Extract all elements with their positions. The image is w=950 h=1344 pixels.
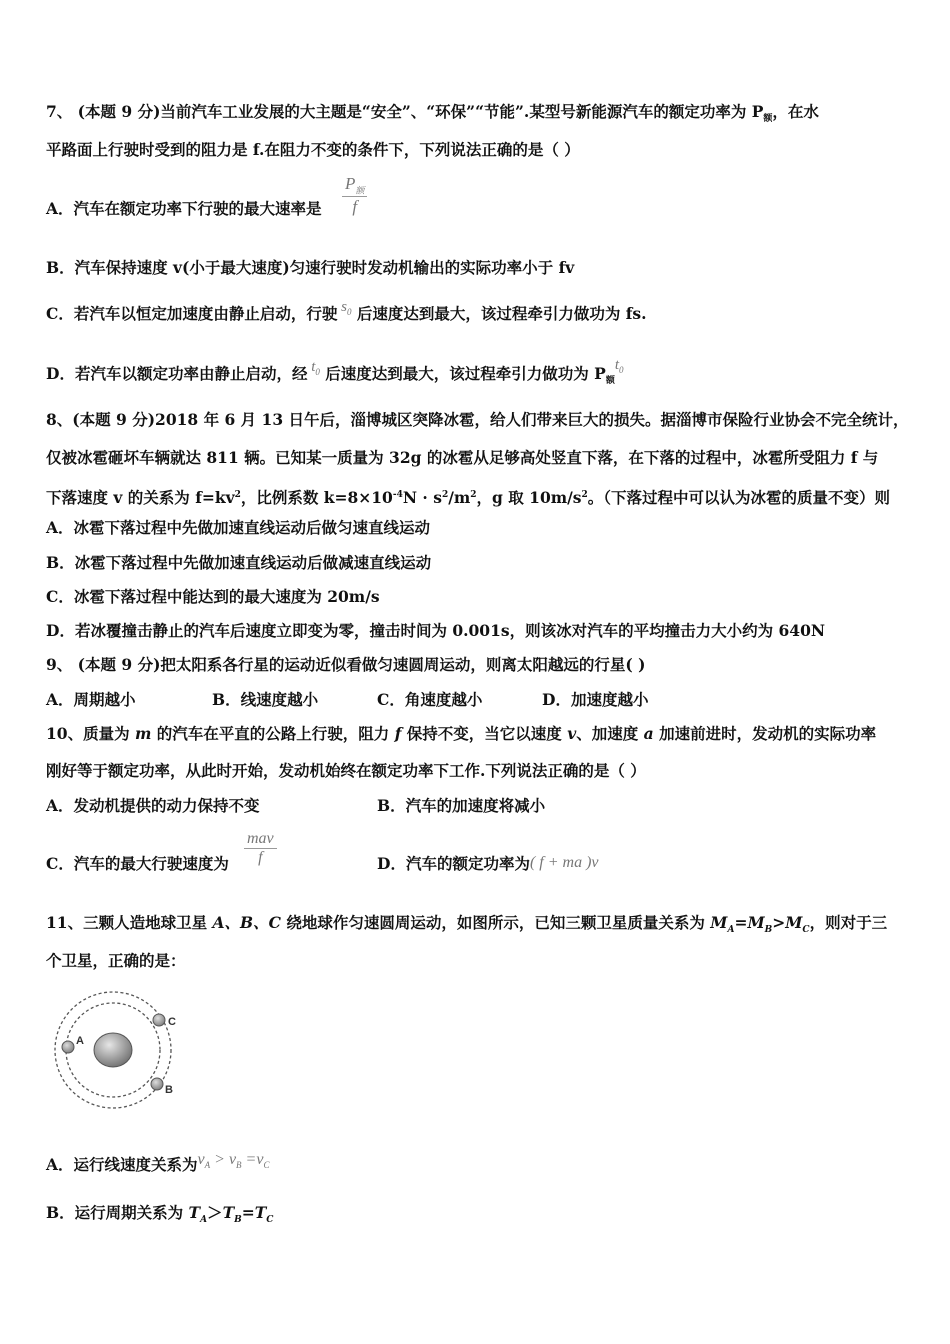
q9-option-b: B．线速度越小 xyxy=(212,690,319,709)
q10-option-c: C．汽车的最大行驶速度为 xyxy=(46,854,229,873)
satellite-b xyxy=(151,1078,163,1090)
q7-stem-line1: 7、 (本题 9 分)当前汽车工业发展的大主题是“安全”、“环保”“节能”.某型号新能源汽车的额定功率为 $P_额$，在水 xyxy=(46,102,819,125)
q11-option-b: B．运行周期关系为 $T_A>T_B=T_C$ xyxy=(46,1203,274,1226)
orbit-diagram xyxy=(46,990,196,1112)
q11-stem-line2: 个卫星，正确的是： xyxy=(46,951,186,970)
q9-option-c: C．角速度越小 xyxy=(377,690,483,709)
q7-option-a: A．汽车在额定功率下行驶的最大速率是 xyxy=(46,199,322,218)
q8-option-d: D．若冰覆撞击静止的汽车后速度立即变为零，撞击时间为 0.001s，则该冰对汽车的平均撞击力大小约为 640N xyxy=(46,621,826,640)
q8-stem-line2: 仅被冰雹砸坏车辆就达 811 辆。已知某一质量为 32g 的冰雹从足够高处竖直下落，在下落的过程中，冰雹所受阻力 f 与 xyxy=(46,448,879,467)
q10-stem-line2: 刚好等于额定功率，从此时开始，发动机始终在额定功率下工作.下列说法正确的是（ ） xyxy=(46,761,646,780)
q8-stem-line1: 8、(本题 9 分)2018 年 6 月 13 日午后，淄博城区突降冰雹，给人们带来巨大的损失。据淄博市保险行业协会不完全统计， xyxy=(46,410,909,429)
q8-option-c: C．冰雹下落过程中能达到的最大速度为 20m/s xyxy=(46,587,380,606)
label-c: C xyxy=(168,1016,176,1028)
q9-option-d: D．加速度越小 xyxy=(542,690,649,709)
q8-option-a: A．冰雹下落过程中先做加速直线运动后做匀速直线运动 xyxy=(46,518,431,537)
q10-option-b: B．汽车的加速度将减小 xyxy=(377,796,546,815)
q8-stem-line3: 下落速度 v 的关系为 $f=kv^2$，比例系数 $k=8\times 10^{-4}N \cdot s^2/m^2$，g 取 $10m/s^2$。（下落过程中可以认为冰雹的质量不变）则 xyxy=(46,488,891,508)
q7-option-d: D．若汽车以额定功率由静止启动，经 $t_0$ 后速度达到最大，该过程牵引力做功为 $P_额t_0$ xyxy=(46,357,624,387)
q10-c-fraction: mav f xyxy=(244,830,277,867)
q7-option-b: B．汽车保持速度 v(小于最大速度)匀速行驶时发动机输出的实际功率小于 fv xyxy=(46,258,575,277)
q11-option-a: A．运行线速度关系为$v_A > v_B =v_C$ xyxy=(46,1151,270,1174)
q9-stem: 9、 (本题 9 分)把太阳系各行星的运动近似看做匀速圆周运动，则离太阳越远的行星( ) xyxy=(46,655,646,674)
label-b: B xyxy=(165,1084,173,1096)
q10-stem-line1: 10、质量为 m 的汽车在平直的公路上行驶，阻力 f 保持不变，当它以速度 v、加速度 a 加速前进时，发动机的实际功率 xyxy=(46,724,877,743)
earth xyxy=(94,1033,132,1067)
q8-option-b: B．冰雹下落过程中先做加速直线运动后做减速直线运动 xyxy=(46,553,432,572)
q7-stem-line2: 平路面上行驶时受到的阻力是 f.在阻力不变的条件下，下列说法正确的是（ ） xyxy=(46,140,580,159)
q11-stem-line1: 11、三颗人造地球卫星 A、B、C 绕地球作匀速圆周运动，如图所示，已知三颗卫星质量关系为 $M_A=M_B>M_C$，则对于三 xyxy=(46,913,888,936)
q9-option-a: A．周期越小 xyxy=(46,690,136,709)
q10-option-a: A．发动机提供的动力保持不变 xyxy=(46,796,260,815)
satellite-c xyxy=(153,1014,165,1026)
q7-option-c: C．若汽车以恒定加速度由静止启动，行驶 $s_0$ 后速度达到最大，该过程牵引力做功为 fs. xyxy=(46,299,647,323)
satellite-a xyxy=(62,1041,74,1053)
q7-a-fraction: $P_额$ f xyxy=(342,174,367,217)
label-a: A xyxy=(76,1035,84,1047)
q10-option-d: D．汽车的额定功率为( f + ma )v xyxy=(377,854,599,873)
